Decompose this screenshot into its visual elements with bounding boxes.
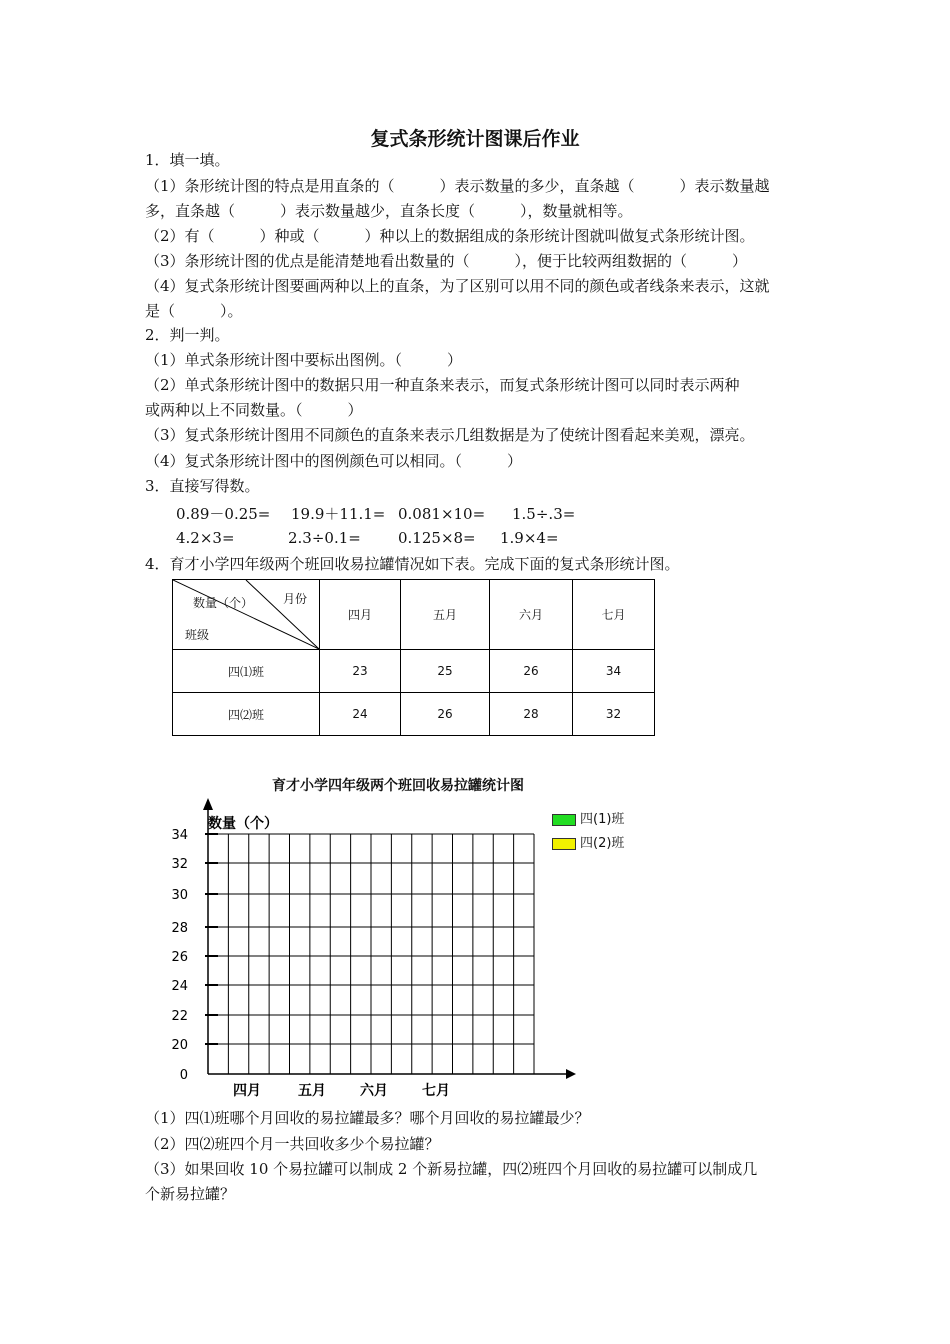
value-cell: 25	[401, 650, 490, 693]
y-tick-label: 28	[171, 921, 188, 936]
legend-swatch	[552, 838, 576, 850]
question-3: （3）如果回收 10 个易拉罐可以制成 2 个新易拉罐，四⑵班四个月回收的易拉罐可以制成几	[145, 1160, 758, 1178]
x-tick-label: 六月	[360, 1083, 388, 1099]
y-tick-label: 32	[171, 857, 188, 872]
judge-item-1: （1）单式条形统计图中要标出图例。（ ）	[145, 351, 463, 369]
value-cell: 23	[320, 650, 401, 693]
value-cell: 34	[573, 650, 655, 693]
legend-label: 四(1)班	[580, 812, 625, 827]
table-row	[173, 650, 655, 693]
y-tick-label: 34	[171, 828, 188, 843]
question-2: （2）四⑵班四个月一共回收多少个易拉罐？	[145, 1135, 440, 1153]
month-header: 四月	[320, 580, 401, 650]
judge-item-4: （4）复式条形统计图中的图例颜色可以相同。（ ）	[145, 452, 523, 470]
cans-data-table	[172, 579, 655, 736]
section-3-heading: 3．直接写得数。	[145, 477, 260, 495]
class-name-cell: 四⑵班	[173, 693, 320, 736]
calc-problem: 0.89－0.25=	[176, 505, 271, 523]
y-tick-label: 26	[171, 950, 188, 965]
section-2-heading: 2．判一判。	[145, 326, 230, 344]
section-4-heading: 4．育才小学四年级两个班回收易拉罐情况如下表。完成下面的复式条形统计图。	[145, 555, 680, 573]
corner-class-label: 班级	[185, 628, 210, 642]
y-tick-label: 0	[179, 1068, 188, 1083]
y-axis-arrow	[203, 798, 213, 810]
question-3-cont: 个新易拉罐？	[145, 1185, 236, 1203]
judge-item-2: （2）单式条形统计图中的数据只用一种直条来表示，而复式条形统计图可以同时表示两种	[145, 376, 740, 394]
judge-item-3: （3）复式条形统计图用不同颜色的直条来表示几组数据是为了使统计图看起来美观，漂亮。	[145, 426, 755, 444]
month-header: 五月	[401, 580, 490, 650]
calc-problem: 1.5÷.3=	[512, 505, 576, 523]
fill-item-4-cont: 是（ ）。	[145, 302, 243, 320]
month-header: 六月	[490, 580, 573, 650]
value-cell: 26	[401, 693, 490, 736]
fill-item-4: （4）复式条形统计图要画两种以上的直条，为了区别可以用不同的颜色或者线条来表示，这就	[145, 277, 770, 295]
legend-label: 四(2)班	[580, 836, 625, 851]
chart-title: 育才小学四年级两个班回收易拉罐统计图	[272, 778, 524, 794]
table-corner-cell	[173, 580, 320, 650]
x-tick-label: 五月	[298, 1083, 326, 1099]
corner-month-label: 月份	[283, 592, 308, 606]
y-tick-label: 22	[171, 1009, 188, 1024]
table-row	[173, 693, 655, 736]
page-title: 复式条形统计图课后作业	[370, 128, 580, 150]
fill-item-1: （1）条形统计图的特点是用直条的（ ）表示数量的多少，直条越（ ）表示数量越	[145, 177, 770, 195]
legend-item	[552, 832, 624, 851]
bar-chart-grid	[160, 796, 590, 1106]
value-cell: 32	[573, 693, 655, 736]
legend-swatch	[552, 814, 576, 826]
legend-item	[552, 808, 624, 827]
y-tick-label: 30	[171, 888, 188, 903]
fill-item-2: （2）有（ ）种或（ ）种以上的数据组成的条形统计图就叫做复式条形统计图。	[145, 227, 755, 245]
fill-item-3: （3）条形统计图的优点是能清楚地看出数量的（ ），便于比较两组数据的（ ）	[145, 252, 748, 270]
calc-problem: 4.2×3=	[176, 529, 235, 547]
value-cell: 28	[490, 693, 573, 736]
y-axis-label: 数量（个）	[208, 816, 278, 832]
calc-problem: 2.3÷0.1=	[288, 529, 361, 547]
value-cell: 24	[320, 693, 401, 736]
corner-quantity-label: 数量（个）	[193, 596, 254, 610]
fill-item-1-cont: 多，直条越（ ）表示数量越少，直条长度（ ），数量就相等。	[145, 202, 633, 220]
value-cell: 26	[490, 650, 573, 693]
y-tick-label: 24	[171, 979, 188, 994]
calc-problem: 0.081×10=	[398, 505, 486, 523]
section-1-heading: 1．填一填。	[145, 151, 230, 169]
y-tick-label: 20	[171, 1038, 188, 1053]
judge-item-2-cont: 或两种以上不同数量。（ ）	[145, 401, 363, 419]
x-axis-arrow	[566, 1069, 576, 1079]
x-tick-label: 七月	[422, 1083, 450, 1099]
calc-problem: 19.9＋11.1=	[291, 505, 386, 523]
question-1: （1）四⑴班哪个月回收的易拉罐最多？哪个月回收的易拉罐最少？	[145, 1109, 590, 1127]
x-tick-label: 四月	[233, 1083, 261, 1099]
calc-problem: 0.125×8=	[398, 529, 476, 547]
calc-problem: 1.9×4=	[500, 529, 559, 547]
class-name-cell: 四⑴班	[173, 650, 320, 693]
month-header: 七月	[573, 580, 655, 650]
